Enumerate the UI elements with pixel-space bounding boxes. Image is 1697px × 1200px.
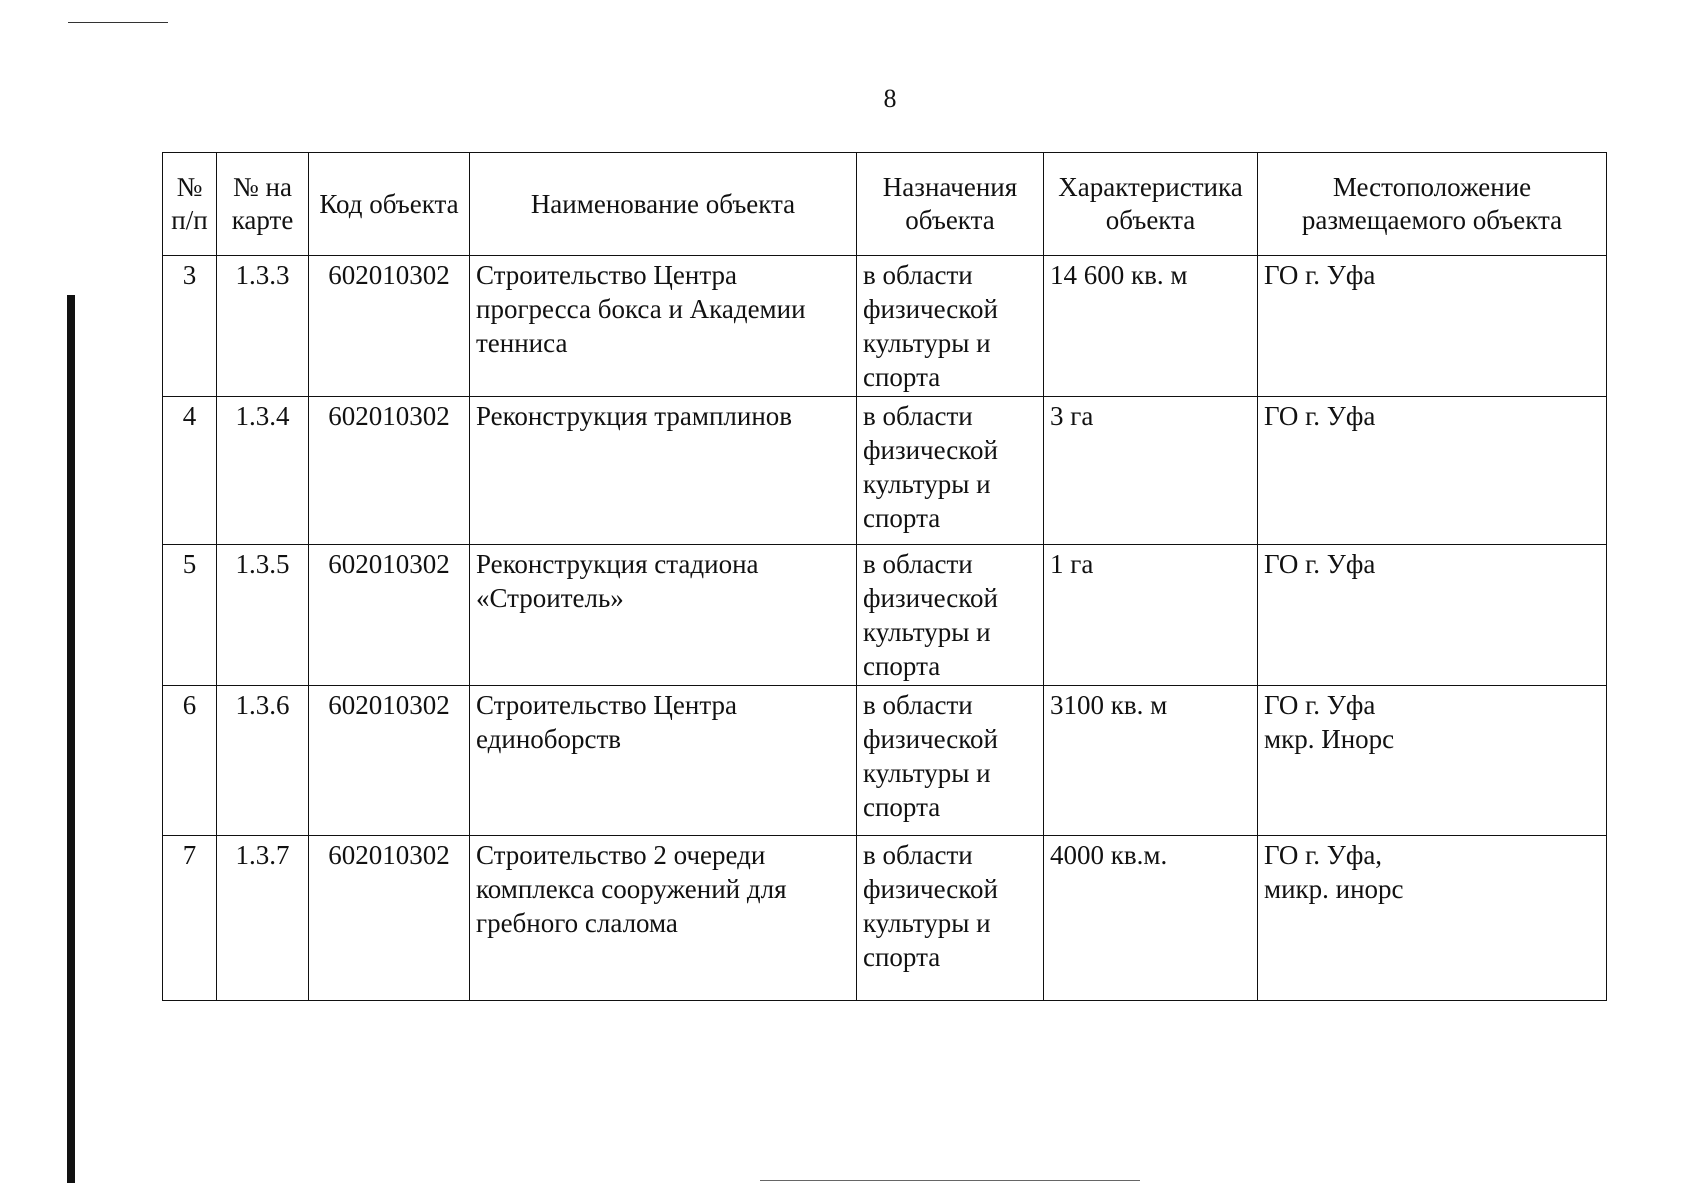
table-row xyxy=(163,545,1607,686)
cell-code: 602010302 xyxy=(309,256,470,397)
cell-location: ГО г. Уфа xyxy=(1258,397,1607,545)
table-row xyxy=(163,397,1607,545)
cell-purpose: в области физической культуры и спорта xyxy=(857,836,1044,1001)
scan-artifact-left-bar xyxy=(67,295,75,1183)
page-number: 8 xyxy=(883,84,897,113)
table-row xyxy=(163,686,1607,836)
cell-number: 5 xyxy=(163,545,217,686)
cell-map-number: 1.3.4 xyxy=(217,397,309,545)
header-object-characteristic: Характеристика объекта xyxy=(1044,153,1258,256)
scan-artifact-top-line xyxy=(68,22,168,23)
cell-number: 7 xyxy=(163,836,217,1001)
cell-map-number: 1.3.6 xyxy=(217,686,309,836)
cell-number: 6 xyxy=(163,686,217,836)
table-row xyxy=(163,256,1607,397)
cell-purpose: в области физической культуры и спорта xyxy=(857,397,1044,545)
table-header-row xyxy=(163,153,1607,256)
header-row-number: № п/п xyxy=(163,153,217,256)
cell-number: 4 xyxy=(163,397,217,545)
cell-name: Реконструкция трамплинов xyxy=(470,397,857,545)
cell-location: ГО г. Уфа мкр. Инорс xyxy=(1258,686,1607,836)
cell-code: 602010302 xyxy=(309,686,470,836)
header-object-purpose: Назначения объекта xyxy=(857,153,1044,256)
cell-purpose: в области физической культуры и спорта xyxy=(857,686,1044,836)
cell-characteristic: 3100 кв. м xyxy=(1044,686,1258,836)
cell-characteristic: 4000 кв.м. xyxy=(1044,836,1258,1001)
cell-map-number: 1.3.3 xyxy=(217,256,309,397)
cell-purpose: в области физической культуры и спорта xyxy=(857,545,1044,686)
cell-characteristic: 3 га xyxy=(1044,397,1258,545)
scan-artifact-bottom-line xyxy=(760,1180,1140,1181)
cell-name: Строительство Центра прогресса бокса и Академии тенниса xyxy=(470,256,857,397)
header-map-number: № на карте xyxy=(217,153,309,256)
cell-code: 602010302 xyxy=(309,397,470,545)
cell-number: 3 xyxy=(163,256,217,397)
cell-name: Строительство Центра единоборств xyxy=(470,686,857,836)
cell-location: ГО г. Уфа, микр. инорс xyxy=(1258,836,1607,1001)
cell-code: 602010302 xyxy=(309,836,470,1001)
header-object-location: Местоположение размещаемого объекта xyxy=(1258,153,1607,256)
cell-purpose: в области физической культуры и спорта xyxy=(857,256,1044,397)
cell-location: ГО г. Уфа xyxy=(1258,256,1607,397)
cell-code: 602010302 xyxy=(309,545,470,686)
objects-table xyxy=(162,152,1607,1001)
cell-name: Строительство 2 очереди комплекса сооружений для гребного слалома xyxy=(470,836,857,1001)
table-row xyxy=(163,836,1607,1001)
header-object-code: Код объекта xyxy=(309,153,470,256)
cell-characteristic: 14 600 кв. м xyxy=(1044,256,1258,397)
cell-location: ГО г. Уфа xyxy=(1258,545,1607,686)
cell-name: Реконструкция стадиона «Строитель» xyxy=(470,545,857,686)
cell-map-number: 1.3.5 xyxy=(217,545,309,686)
cell-map-number: 1.3.7 xyxy=(217,836,309,1001)
header-object-name: Наименование объекта xyxy=(470,153,857,256)
cell-characteristic: 1 га xyxy=(1044,545,1258,686)
